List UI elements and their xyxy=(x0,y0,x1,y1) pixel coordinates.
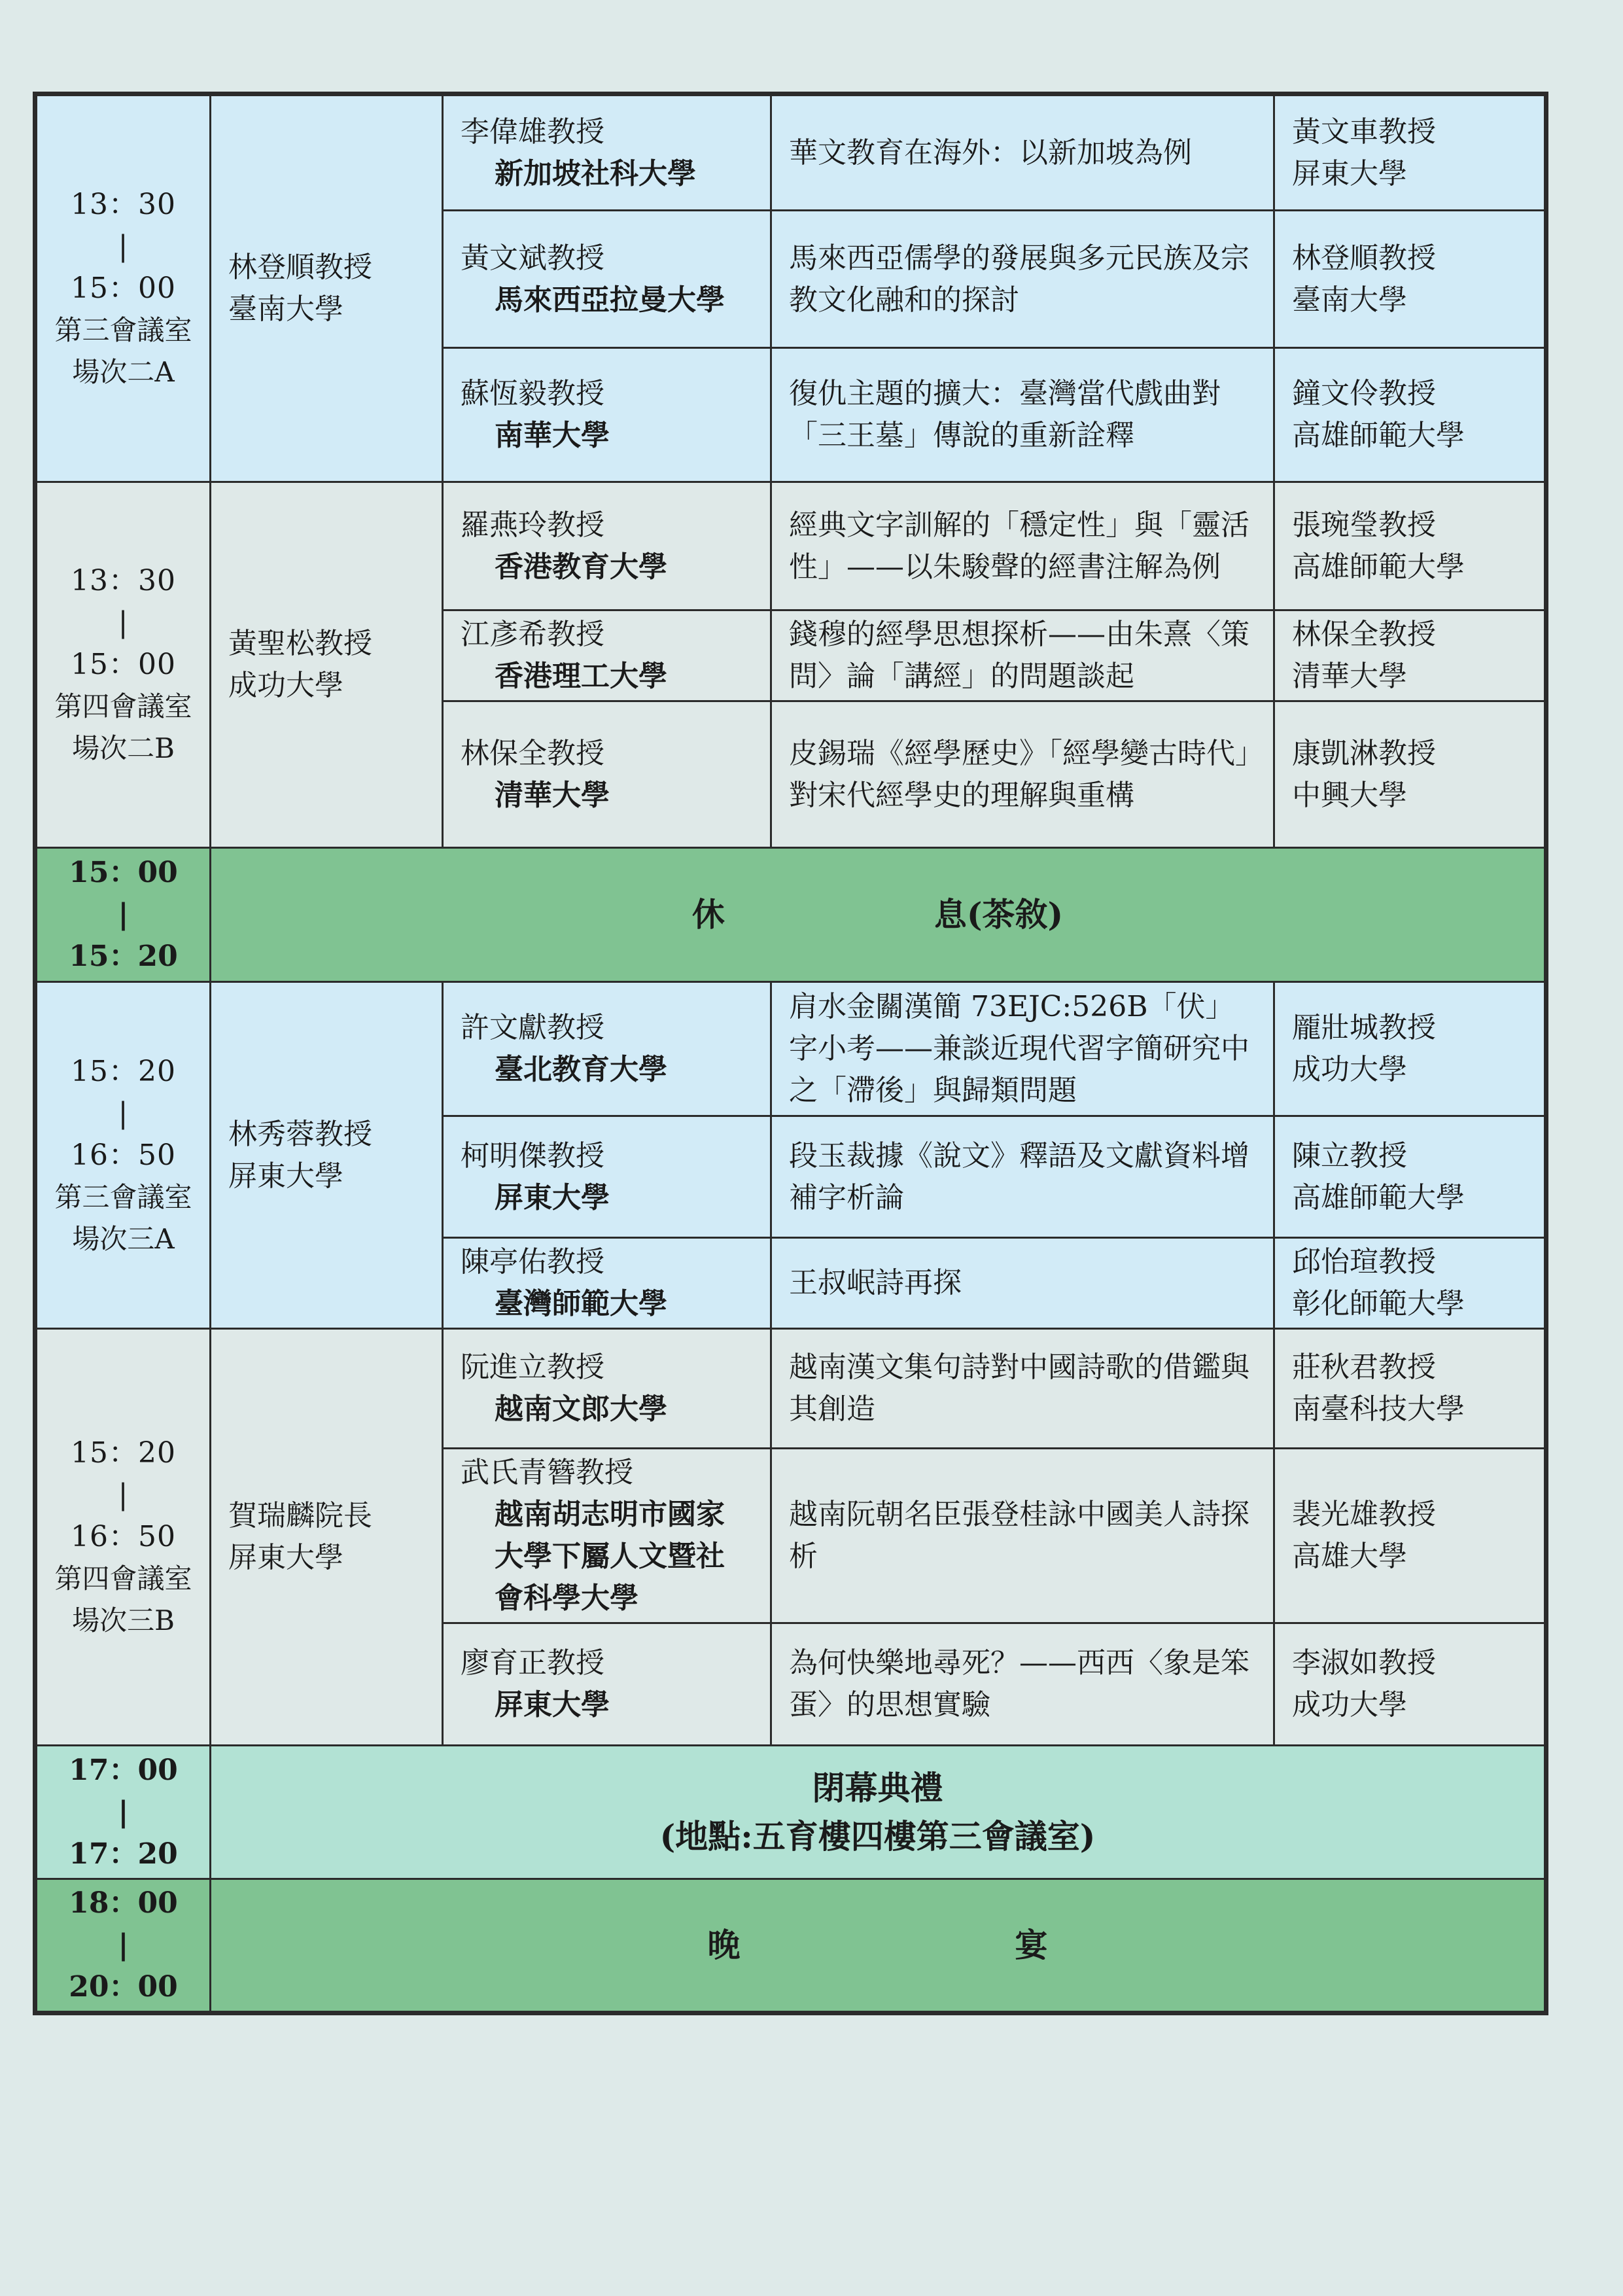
discussant-cell xyxy=(1274,348,1546,482)
closing-cell xyxy=(211,1746,1546,1879)
presenter-univ: 越南文郎大學 xyxy=(495,1392,667,1426)
presenter-univ: 新加坡社科大學 xyxy=(495,156,696,190)
chair-name: 林登順教授 xyxy=(228,251,372,284)
discussant-name: 林登順教授 xyxy=(1292,241,1436,275)
paper-topic: 復仇主題的擴大：臺灣當代戲曲對「三王墓」傳說的重新詮釋 xyxy=(771,348,1274,482)
time-separator: | xyxy=(118,606,129,639)
presenter-cell xyxy=(443,982,771,1116)
chair-univ: 屏東大學 xyxy=(228,1159,343,1193)
chair-cell xyxy=(211,1329,443,1746)
paper-topic: 越南阮朝名臣張登桂詠中國美人詩探析 xyxy=(771,1449,1274,1623)
discussant-univ: 南臺科技大學 xyxy=(1292,1392,1465,1426)
discussant-cell xyxy=(1274,1116,1546,1238)
discussant-name: 裴光雄教授 xyxy=(1292,1498,1436,1531)
presenter-univ: 臺灣師範大學 xyxy=(495,1287,667,1320)
paper-topic: 王叔岷詩再探 xyxy=(771,1238,1274,1329)
presenter-univ: 馬來西亞拉曼大學 xyxy=(495,283,725,317)
discussant-univ: 彰化師範大學 xyxy=(1292,1287,1465,1320)
chair-name: 黃聖松教授 xyxy=(228,627,372,660)
dinner-label xyxy=(211,1879,1546,2013)
room-name: 第四會議室 xyxy=(54,1563,192,1595)
presenter-cell xyxy=(443,1116,771,1238)
paper-topic: 華文教育在海外：以新加坡為例 xyxy=(771,94,1274,211)
paper-topic: 馬來西亞儒學的發展與多元民族及宗教文化融和的探討 xyxy=(771,211,1274,348)
session-time-cell xyxy=(35,1329,211,1746)
room-name: 第三會議室 xyxy=(54,314,192,346)
dinner-row xyxy=(35,1879,1546,2013)
time-separator: | xyxy=(118,898,129,931)
presenter-univ: 香港理工大學 xyxy=(495,660,667,693)
session-name: 場次二A xyxy=(72,356,175,388)
paper-topic: 錢穆的經學思想探析——由朱熹〈策問〉論「講經」的問題談起 xyxy=(771,610,1274,701)
discussant-name: 康凱淋教授 xyxy=(1292,736,1436,770)
presenter-cell xyxy=(443,1623,771,1746)
time-separator: | xyxy=(118,1478,129,1511)
dinner-label-a: 晚 xyxy=(707,1926,741,1964)
time-start: 13：30 xyxy=(71,564,176,597)
time-end: 15：00 xyxy=(71,272,176,305)
discussant-cell xyxy=(1274,982,1546,1116)
discussant-cell xyxy=(1274,1623,1546,1746)
discussant-cell xyxy=(1274,482,1546,610)
discussant-name: 林保全教授 xyxy=(1292,618,1436,651)
room-name: 第三會議室 xyxy=(54,1180,192,1213)
discussant-univ: 清華大學 xyxy=(1292,660,1407,693)
presenter-cell xyxy=(443,1238,771,1329)
closing-title: 閉幕典禮 xyxy=(812,1768,943,1807)
discussant-cell xyxy=(1274,1449,1546,1623)
time-separator: | xyxy=(118,1928,129,1962)
time-end: 15：20 xyxy=(69,940,178,973)
discussant-univ: 高雄大學 xyxy=(1292,1540,1407,1573)
discussant-name: 陳立教授 xyxy=(1292,1139,1407,1173)
chair-univ: 屏東大學 xyxy=(228,1541,343,1574)
presenter-name: 江彥希教授 xyxy=(461,618,604,651)
presenter-univ: 香港教育大學 xyxy=(495,550,667,584)
presenter-name: 陳亭佑教授 xyxy=(461,1245,604,1279)
time-start: 15：20 xyxy=(71,1436,176,1470)
presenter-univ: 臺北教育大學 xyxy=(495,1053,667,1086)
discussant-cell xyxy=(1274,1329,1546,1449)
schedule-table xyxy=(33,92,1548,2015)
tea-break-row xyxy=(35,848,1546,982)
presenter-univ: 屏東大學 xyxy=(495,1180,610,1214)
discussant-univ: 成功大學 xyxy=(1292,1688,1407,1722)
presenter-cell xyxy=(443,701,771,848)
session-name: 場次三A xyxy=(72,1222,175,1255)
presenter-name: 廖育正教授 xyxy=(461,1646,604,1680)
time-start: 17：00 xyxy=(69,1753,178,1787)
presenter-univ: 越南胡志明市國家大學下屬人文暨社會科學大學 xyxy=(495,1498,725,1615)
session-row xyxy=(35,1329,1546,1449)
paper-topic: 經典文字訓解的「穩定性」與「靈活性」——以朱駿聲的經書注解為例 xyxy=(771,482,1274,610)
session-time-cell xyxy=(35,94,211,482)
chair-name: 賀瑞麟院長 xyxy=(228,1499,372,1532)
discussant-cell xyxy=(1274,211,1546,348)
discussant-univ: 中興大學 xyxy=(1292,778,1407,812)
time-end: 20：00 xyxy=(69,1970,178,2004)
session-row xyxy=(35,482,1546,610)
tea-break-label xyxy=(211,848,1546,982)
paper-topic: 越南漢文集句詩對中國詩歌的借鑑與其創造 xyxy=(771,1329,1274,1449)
time-start: 18：00 xyxy=(69,1886,178,1920)
presenter-name: 李偉雄教授 xyxy=(461,115,604,149)
chair-cell xyxy=(211,482,443,848)
presenter-name: 羅燕玲教授 xyxy=(461,508,604,542)
presenter-name: 林保全教授 xyxy=(461,736,604,770)
paper-topic: 皮錫瑞《經學歷史》「經學變古時代」對宋代經學史的理解與重構 xyxy=(771,701,1274,848)
tea-break-label-b: 息(茶敘) xyxy=(934,895,1064,934)
presenter-name: 阮進立教授 xyxy=(461,1351,604,1384)
time-separator: | xyxy=(118,1096,129,1130)
discussant-cell xyxy=(1274,94,1546,211)
chair-cell xyxy=(211,94,443,482)
closing-location: (地點:五育樓四樓第三會議室) xyxy=(659,1816,1096,1856)
discussant-name: 張琬瑩教授 xyxy=(1292,508,1436,542)
chair-cell xyxy=(211,982,443,1329)
dinner-time-cell xyxy=(35,1879,211,2013)
paper-topic: 肩水金關漢簡 73EJC:526B「伏」字小考——兼談近現代習字簡研究中之「滯後」與歸類問題 xyxy=(771,982,1274,1116)
time-start: 13：30 xyxy=(71,188,176,221)
time-start: 15：20 xyxy=(71,1054,176,1088)
presenter-cell xyxy=(443,610,771,701)
discussant-name: 黃文車教授 xyxy=(1292,115,1436,149)
discussant-name: 莊秋君教授 xyxy=(1292,1351,1436,1384)
presenter-name: 武氏青簪教授 xyxy=(461,1456,633,1489)
time-end: 16：50 xyxy=(71,1520,176,1553)
presenter-name: 許文獻教授 xyxy=(461,1011,604,1044)
time-separator: | xyxy=(118,1795,129,1829)
discussant-univ: 屏東大學 xyxy=(1292,156,1407,190)
presenter-univ: 清華大學 xyxy=(495,778,610,812)
discussant-cell xyxy=(1274,1238,1546,1329)
discussant-name: 邱怡瑄教授 xyxy=(1292,1245,1436,1279)
time-separator: | xyxy=(118,230,129,263)
presenter-cell xyxy=(443,482,771,610)
time-end: 15：00 xyxy=(71,648,176,681)
tea-break-label-a: 休 xyxy=(691,895,725,934)
dinner-label-b: 宴 xyxy=(1015,1926,1048,1964)
chair-univ: 成功大學 xyxy=(228,669,343,702)
presenter-cell xyxy=(443,1329,771,1449)
discussant-univ: 高雄師範大學 xyxy=(1292,1180,1465,1214)
closing-row xyxy=(35,1746,1546,1879)
discussant-cell xyxy=(1274,610,1546,701)
session-name: 場次二B xyxy=(72,732,175,764)
discussant-univ: 臺南大學 xyxy=(1292,283,1407,317)
time-end: 17：20 xyxy=(69,1837,178,1871)
discussant-univ: 高雄師範大學 xyxy=(1292,419,1465,452)
presenter-univ: 南華大學 xyxy=(495,419,610,452)
room-name: 第四會議室 xyxy=(54,690,192,722)
session-time-cell xyxy=(35,482,211,848)
discussant-name: 鐘文伶教授 xyxy=(1292,377,1436,410)
presenter-name: 柯明傑教授 xyxy=(461,1139,604,1173)
time-start: 15：00 xyxy=(69,856,178,889)
discussant-name: 龎壯城教授 xyxy=(1292,1011,1436,1044)
discussant-univ: 高雄師範大學 xyxy=(1292,550,1465,584)
time-end: 16：50 xyxy=(71,1138,176,1172)
presenter-name: 黃文斌教授 xyxy=(461,241,604,275)
chair-name: 林秀蓉教授 xyxy=(228,1117,372,1151)
session-row xyxy=(35,982,1546,1116)
discussant-cell xyxy=(1274,701,1546,848)
paper-topic: 為何快樂地尋死？——西西〈象是笨蛋〉的思想實驗 xyxy=(771,1623,1274,1746)
presenter-cell xyxy=(443,1449,771,1623)
session-time-cell xyxy=(35,982,211,1329)
discussant-name: 李淑如教授 xyxy=(1292,1646,1436,1680)
discussant-univ: 成功大學 xyxy=(1292,1053,1407,1086)
presenter-univ: 屏東大學 xyxy=(495,1688,610,1722)
presenter-cell xyxy=(443,94,771,211)
presenter-cell xyxy=(443,211,771,348)
paper-topic: 段玉裁據《說文》釋語及文獻資料增補字析論 xyxy=(771,1116,1274,1238)
session-row xyxy=(35,94,1546,211)
session-name: 場次三B xyxy=(72,1604,175,1636)
presenter-cell xyxy=(443,348,771,482)
break-time-cell xyxy=(35,848,211,982)
closing-time-cell xyxy=(35,1746,211,1879)
presenter-name: 蘇恆毅教授 xyxy=(461,377,604,410)
chair-univ: 臺南大學 xyxy=(228,292,343,326)
